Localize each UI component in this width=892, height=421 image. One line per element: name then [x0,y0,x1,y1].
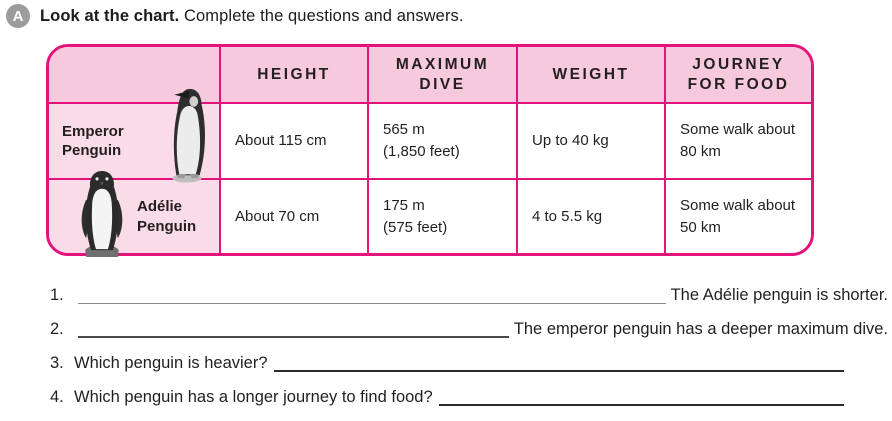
question-4 [50,385,888,407]
header-journey-for-food: JOURNEY FOR FOOD [666,47,811,104]
adelie-penguin-icon [73,168,131,259]
section-a-badge [6,4,30,28]
adelie-dive-meters: 175 m [383,196,425,214]
questions-section [50,283,888,419]
emperor-max-dive-cell [369,104,518,180]
emperor-weight-value: Up to 40 kg [532,132,609,150]
emperor-height-value: About 115 cm [235,132,327,150]
question-3 [50,351,888,373]
adelie-penguin-image [73,168,131,259]
adelie-max-dive-cell [369,180,518,253]
emperor-weight-cell [518,104,666,180]
adelie-height-cell [221,180,369,253]
instruction-rest: Complete the questions and answers. [179,7,464,25]
question-2 [50,317,888,339]
question-1-answer-blank [78,286,666,304]
adelie-journey-cell [666,180,811,253]
question-4-pre-text: Which penguin has a longer journey to find food? [74,388,433,406]
header-weight: WEIGHT [518,47,666,104]
question-1-post-text: The Adélie penguin is shorter. [670,286,888,304]
emperor-journey-value: Some walk about 80 km [680,121,796,160]
question-1 [50,283,888,305]
adelie-journey-value: Some walk about 50 km [680,196,796,236]
emperor-dive-meters: 565 m [383,121,425,139]
header-height: HEIGHT [221,47,369,104]
penguin-facts-table [46,44,814,256]
header-maximum-dive: MAXIMUM DIVE [369,47,518,104]
emperor-penguin-icon [163,86,211,183]
adelie-weight-value: 4 to 5.5 kg [532,207,603,225]
question-1-number: 1. [50,286,64,304]
question-3-number: 3. [50,354,64,372]
question-2-number: 2. [50,320,64,338]
question-2-answer-blank [78,320,509,338]
instruction-bold: Look at the chart. [40,7,180,25]
question-4-answer-blank [439,388,844,406]
emperor-journey-cell [666,104,811,180]
adelie-height-value: About 70 cm [235,207,320,225]
adelie-weight-cell [518,180,666,253]
adelie-dive-feet: (575 feet) [383,218,448,236]
emperor-height-cell [221,104,369,180]
question-3-answer-blank [274,354,844,372]
question-3-pre-text: Which penguin is heavier? [74,354,268,372]
emperor-penguin-image [163,86,211,183]
emperor-penguin-name: Emperor Penguin [62,122,124,159]
emperor-dive-feet: (1,850 feet) [383,143,460,160]
question-4-number: 4. [50,388,64,406]
adelie-penguin-name: Adélie Penguin [137,198,197,235]
question-2-post-text: The emperor penguin has a deeper maximum dive. [513,320,888,338]
section-a-badge-label: A [12,7,24,25]
instruction-text [40,7,464,26]
